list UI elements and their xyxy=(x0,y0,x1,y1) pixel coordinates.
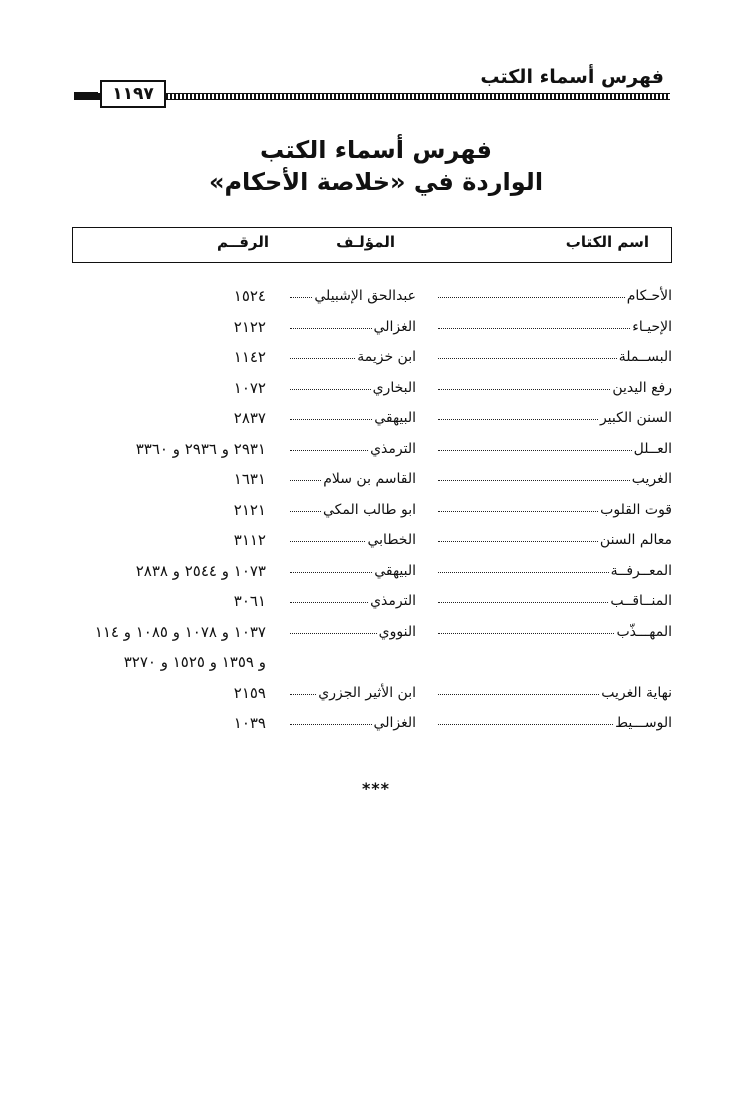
entry-book xyxy=(436,410,672,426)
entry-author xyxy=(288,319,416,335)
entry-number: ١٠٧٢ xyxy=(233,378,266,397)
index-entry-row xyxy=(0,589,752,620)
leader-dots xyxy=(438,348,617,359)
entry-book xyxy=(436,593,672,609)
entry-book xyxy=(436,288,672,304)
entry-book xyxy=(436,715,672,731)
entry-book xyxy=(436,319,672,335)
entry-number: ٢١٥٩ xyxy=(233,683,266,702)
index-entry-row xyxy=(0,498,752,529)
entry-author-name: النووي xyxy=(378,623,416,640)
entry-book xyxy=(436,532,672,548)
entry-author-name: ابن خزيمة xyxy=(357,349,416,365)
entry-book-title: المعــرفــة xyxy=(610,562,672,579)
leader-dots xyxy=(290,348,355,359)
entry-book xyxy=(436,685,672,701)
leader-dots xyxy=(290,592,368,603)
entry-book xyxy=(436,380,672,396)
leader-dots xyxy=(290,531,365,542)
entry-author xyxy=(288,715,416,731)
entry-book xyxy=(436,471,672,487)
entry-author xyxy=(288,563,416,579)
entry-book-title: الوســـيط xyxy=(615,715,672,731)
entry-author-name: الترمذي xyxy=(370,593,416,609)
leader-dots xyxy=(438,287,625,298)
index-title: فهرس أسماء الكتب xyxy=(260,136,492,164)
leader-dots xyxy=(290,440,368,451)
leader-dots xyxy=(438,562,609,573)
entry-number: ١٥٢٤ xyxy=(233,287,266,305)
entry-number: ٢٨٣٧ xyxy=(233,409,266,427)
entry-number: ١٦٣١ xyxy=(233,470,266,488)
leader-dots xyxy=(438,623,614,634)
running-header-title: فهرس أسماء الكتب xyxy=(480,66,664,88)
entry-book-title: البســملة xyxy=(618,349,672,365)
entry-number: ١١٤٢ xyxy=(233,348,266,366)
index-entry-row xyxy=(0,315,752,346)
leader-dots xyxy=(290,318,372,329)
index-entry-row xyxy=(0,376,752,407)
leader-dots xyxy=(438,714,613,725)
entry-number: ٣٠٦١ xyxy=(233,592,266,610)
entry-number: ٣١١٢ xyxy=(233,531,266,549)
entry-author-name: الخطابي xyxy=(367,532,416,548)
entry-book-title: رفع اليدين xyxy=(612,379,672,396)
index-entry-row xyxy=(0,681,752,712)
entry-book-title: الغريب xyxy=(631,471,672,487)
entry-author-name: الغزالي xyxy=(373,715,416,731)
column-header-author: المؤلـف xyxy=(336,233,395,251)
entry-number: ١٠٧٣ و ٢٥٤٤ و ٢٨٣٨ xyxy=(135,561,266,580)
entry-author xyxy=(288,410,416,426)
entry-author xyxy=(288,502,416,518)
index-entry-row xyxy=(0,406,752,437)
entry-number: ٢١٢٢ xyxy=(233,317,266,336)
header-rule-end xyxy=(74,92,98,100)
entry-book-title: المهـــذّب xyxy=(616,623,672,640)
entry-author xyxy=(288,593,416,609)
entry-author-name: البخاري xyxy=(372,379,416,396)
entry-author-name: الغزالي xyxy=(373,318,416,335)
column-header-book: اسم الكتاب xyxy=(565,233,649,251)
entry-book-title: قوت القلوب xyxy=(600,501,672,518)
entry-author-name: عبدالحق الإشبيلي xyxy=(314,288,416,304)
index-entry-row xyxy=(0,345,752,376)
entry-book-title: نهاية الغريب xyxy=(601,684,672,701)
index-entry-row xyxy=(0,437,752,468)
leader-dots xyxy=(438,318,630,329)
entry-number: ٢١٢١ xyxy=(233,500,266,519)
index-entry-row xyxy=(0,650,752,681)
entry-book xyxy=(436,563,672,579)
leader-dots xyxy=(290,684,316,695)
leader-dots xyxy=(290,714,372,725)
leader-dots xyxy=(438,684,599,695)
entry-author xyxy=(288,349,416,365)
entry-book xyxy=(436,441,672,457)
column-header-box xyxy=(72,227,672,263)
entry-author xyxy=(288,685,416,701)
index-entry-row xyxy=(0,711,752,742)
leader-dots xyxy=(290,623,377,634)
entry-book xyxy=(436,624,672,640)
page-number: ١١٩٧ xyxy=(100,80,166,108)
entry-book-title: المنــاقــب xyxy=(610,593,672,609)
leader-dots xyxy=(290,409,372,420)
entry-author-name: ابن الأثير الجزري xyxy=(318,684,416,701)
entry-number: ١٠٣٩ xyxy=(233,714,266,732)
index-entry-row xyxy=(0,620,752,651)
leader-dots xyxy=(438,501,598,512)
leader-dots xyxy=(438,592,608,603)
index-entry-row xyxy=(0,559,752,590)
entry-book-title: الإحيـاء xyxy=(632,318,672,335)
leader-dots xyxy=(438,409,598,420)
entry-author-name: البيهقي xyxy=(374,410,416,426)
index-entry-row xyxy=(0,467,752,498)
entry-author-name: ابو طالب المكي xyxy=(323,501,416,518)
leader-dots xyxy=(290,379,371,390)
entry-book-title: العــلل xyxy=(633,440,672,457)
leader-dots xyxy=(290,562,372,573)
entry-book-title: معالم السنن xyxy=(599,532,672,548)
leader-dots xyxy=(290,501,321,512)
entry-author xyxy=(288,380,416,396)
index-subtitle: الواردة في «خلاصة الأحكام» xyxy=(208,168,544,196)
column-header-number: الرقــم xyxy=(217,233,269,251)
entry-book xyxy=(436,349,672,365)
index-entry-row xyxy=(0,528,752,559)
entry-author xyxy=(288,624,416,640)
leader-dots xyxy=(290,470,321,481)
entry-author xyxy=(288,441,416,457)
entry-author-name: الترمذي xyxy=(370,440,416,457)
entry-author xyxy=(288,532,416,548)
leader-dots xyxy=(290,287,312,298)
leader-dots xyxy=(438,440,632,451)
index-entries xyxy=(0,284,752,742)
entry-number: ١٠٣٧ و ١٠٧٨ و ١٠٨٥ و ١١٤ xyxy=(94,622,266,641)
entry-author-name: البيهقي xyxy=(374,562,416,579)
entry-number: ٢٩٣١ و ٢٩٣٦ و ٣٣٦٠ xyxy=(135,439,266,458)
entry-book-title: السنن الكبير xyxy=(599,410,672,426)
entry-book xyxy=(436,502,672,518)
entry-book-title: الأحـكام xyxy=(626,288,672,304)
entry-author xyxy=(288,288,416,304)
leader-dots xyxy=(438,379,610,390)
end-mark: *** xyxy=(361,779,391,798)
index-entry-row xyxy=(0,284,752,315)
leader-dots xyxy=(438,470,630,481)
leader-dots xyxy=(438,531,598,542)
entry-author xyxy=(288,471,416,487)
entry-author-name: القاسم بن سلام xyxy=(323,471,416,487)
entry-number: و ١٣٥٩ و ١٥٢٥ و ٣٢٧٠ xyxy=(123,653,266,671)
